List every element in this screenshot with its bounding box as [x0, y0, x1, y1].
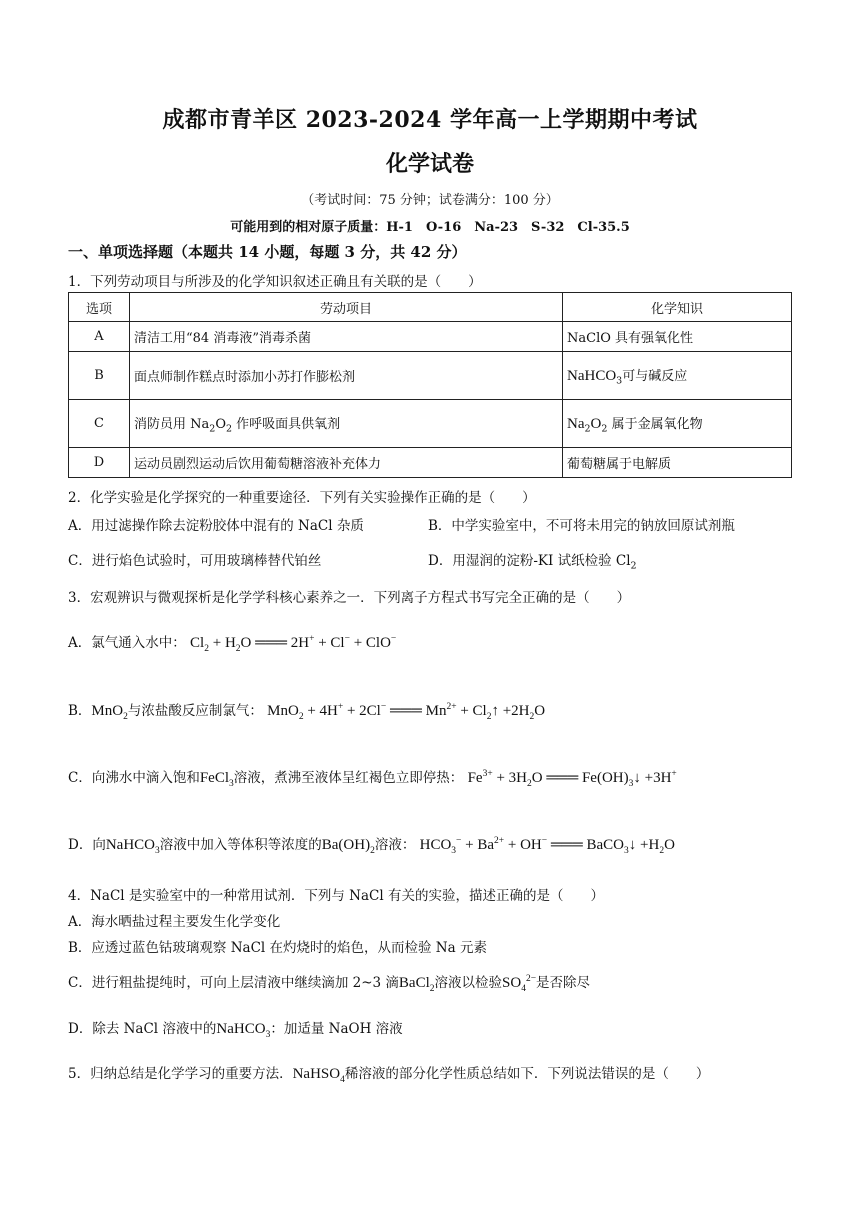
knowledge-text: 可与碱反应 [622, 368, 688, 384]
table-row [69, 352, 792, 400]
formula-subscript: 3 [616, 375, 623, 387]
option-label: 与浓盐酸反应制氯气： [127, 703, 263, 719]
question-3-stem: 3．宏观辨识与微观探析是化学学科核心素养之一．下列离子方程式书写完全正确的是（ ） [68, 590, 631, 606]
atomic-mass-note: 可能用到的相对原子质量：H-1 O-16 Na-23 S-32 Cl-35.5 [230, 220, 630, 235]
option-label: A．氯气通入水中： [68, 635, 186, 651]
table-row [69, 400, 792, 448]
table-cell-knowledge: 葡萄糖属于电解质 [563, 448, 792, 478]
option-label: B． [68, 703, 92, 719]
formula-subscript: 2 [209, 423, 216, 435]
question-4-option-a: A．海水晒盐过程主要发生化学变化 [68, 914, 281, 930]
option-label: 溶液： [374, 837, 416, 853]
formula-subscript: 2 [630, 560, 637, 572]
table-cell-item: 清洁工用“84 消毒液”消毒杀菌 [130, 322, 563, 352]
equation: MnO$_2$ + 4H+ + 2Cl− ═══ $Mn^{2+}$ + $Cl_2↑ +2H_2O$ [267, 702, 546, 722]
option-label: 溶液中加入等体积等浓度的 [159, 837, 322, 853]
formula: NaHCO$_3$ [216, 1021, 271, 1040]
formula: NaHCO$_3$ [105, 837, 160, 856]
question-2-stem: 2．化学实验是化学探究的一种重要途径．下列有关实验操作正确的是（ ） [68, 490, 536, 506]
exam-info: （考试时间：75 分钟；试卷满分：100 分） [301, 193, 559, 208]
question-1-table [68, 292, 792, 478]
question-3-option-c [68, 766, 677, 789]
formula-text: O [590, 415, 602, 432]
formula: MnO$_2$ [91, 703, 128, 722]
table-header-cell: 化学知识 [563, 293, 792, 322]
question-2-option-a: A．用过滤操作除去淀粉胶体中混有的 NaCl 杂质 [68, 518, 364, 534]
formula: $Ba(OH)_2$ [321, 837, 375, 856]
table-row [69, 448, 792, 478]
option-label: C．向沸水中滴入饱和 [68, 770, 200, 786]
option-text: 溶液以检验 [434, 975, 502, 991]
table-cell-item: 面点师制作糕点时添加小苏打作膨松剂 [130, 352, 563, 400]
formula-text: NaHCO [567, 367, 617, 384]
option-text: D．用湿润的淀粉-KI 试纸检验 Cl [428, 553, 631, 569]
question-4-option-c [68, 971, 590, 994]
table-cell-option: A [69, 322, 130, 352]
formula-subscript: 2 [601, 423, 608, 435]
exam-title: 成都市青羊区 2023-2024 学年高一上学期期中考试 [162, 107, 698, 133]
table-row [69, 322, 792, 352]
table-cell-knowledge [563, 400, 792, 448]
question-2-option-d [428, 549, 637, 572]
option-text: C．进行粗盐提纯时，可向上层清液中继续滴加 2~3 滴 [68, 975, 399, 991]
equation: $Fe^{3+} + 3H_2O$ ═══ $Fe(OH)_3↓ +3H^+$ [467, 769, 677, 789]
option-text: 是否除尽 [536, 975, 591, 991]
question-1-stem: 1．下列劳动项目与所涉及的化学知识叙述正确且有关联的是（ ） [68, 274, 482, 290]
table-cell-item [130, 400, 563, 448]
table-cell-knowledge: NaClO 具有强氧化性 [563, 322, 792, 352]
question-3-option-d [68, 833, 675, 856]
table-header-cell: 劳动项目 [130, 293, 563, 322]
table-header-row [69, 293, 792, 322]
formula: FeCl$_3$ [199, 770, 234, 789]
question-2-option-b: B．中学实验室中，不可将未用完的钠放回原试剂瓶 [428, 518, 735, 534]
question-3-option-b [68, 699, 545, 722]
question-4-option-d [68, 1017, 403, 1040]
formula-subscript: 2 [584, 423, 591, 435]
question-5-stem [68, 1062, 709, 1085]
question-4-stem: 4．NaCl 是实验室中的一种常用试剂．下列与 NaCl 有关的实验，描述正确的是（ ） [68, 888, 604, 904]
formula-text: Na [567, 415, 585, 432]
formula: BaCl$_2$ [398, 975, 435, 994]
question-2-option-c: C．进行焰色试验时，可用玻璃棒替代铂丝 [68, 553, 322, 569]
table-cell-option: C [69, 400, 130, 448]
knowledge-text: 属于金属氧化物 [607, 416, 703, 432]
formula: $SO_4^{2-}$ [502, 974, 537, 994]
option-label: 溶液，煮沸至液体呈红褐色立即停热： [233, 770, 464, 786]
table-header-cell: 选项 [69, 293, 130, 322]
item-text: 作呼吸面具供氧剂 [232, 416, 341, 432]
table-cell-item: 运动员剧烈运动后饮用葡萄糖溶液补充体力 [130, 448, 563, 478]
table-cell-knowledge [563, 352, 792, 400]
option-label: D．向 [68, 837, 106, 853]
table-cell-option: D [69, 448, 130, 478]
item-text: 消防员用 Na [134, 416, 210, 432]
option-text: ：加适量 NaOH 溶液 [270, 1021, 403, 1037]
equation: $Cl_2 + H_2O$ ═══ 2H+ + Cl− + ClO− [190, 634, 397, 654]
table-cell-option: B [69, 352, 130, 400]
option-text: D．除去 NaCl 溶液中的 [68, 1021, 217, 1037]
question-text: 稀溶液的部分化学性质总结如下．下列说法错误的是（ ） [344, 1066, 710, 1082]
formula-text: O [215, 416, 226, 432]
formula: NaHSO$_4$ [292, 1066, 345, 1085]
equation: $HCO_3^- + Ba^{2+} + OH^-$ ═══ BaCO$_3$↓ $+H_2O$ [419, 836, 675, 856]
question-3-option-a [68, 631, 396, 654]
formula-subscript: 2 [225, 423, 233, 435]
question-4-option-b: B．应透过蓝色钴玻璃观察 NaCl 在灼烧时的焰色，从而检验 Na 元素 [68, 940, 487, 956]
section-title: 一、单项选择题（本题共 14 小题，每题 3 分，共 42 分） [68, 243, 467, 261]
question-text: 5．归纳总结是化学学习的重要方法． [68, 1066, 293, 1082]
exam-subtitle: 化学试卷 [385, 151, 474, 177]
